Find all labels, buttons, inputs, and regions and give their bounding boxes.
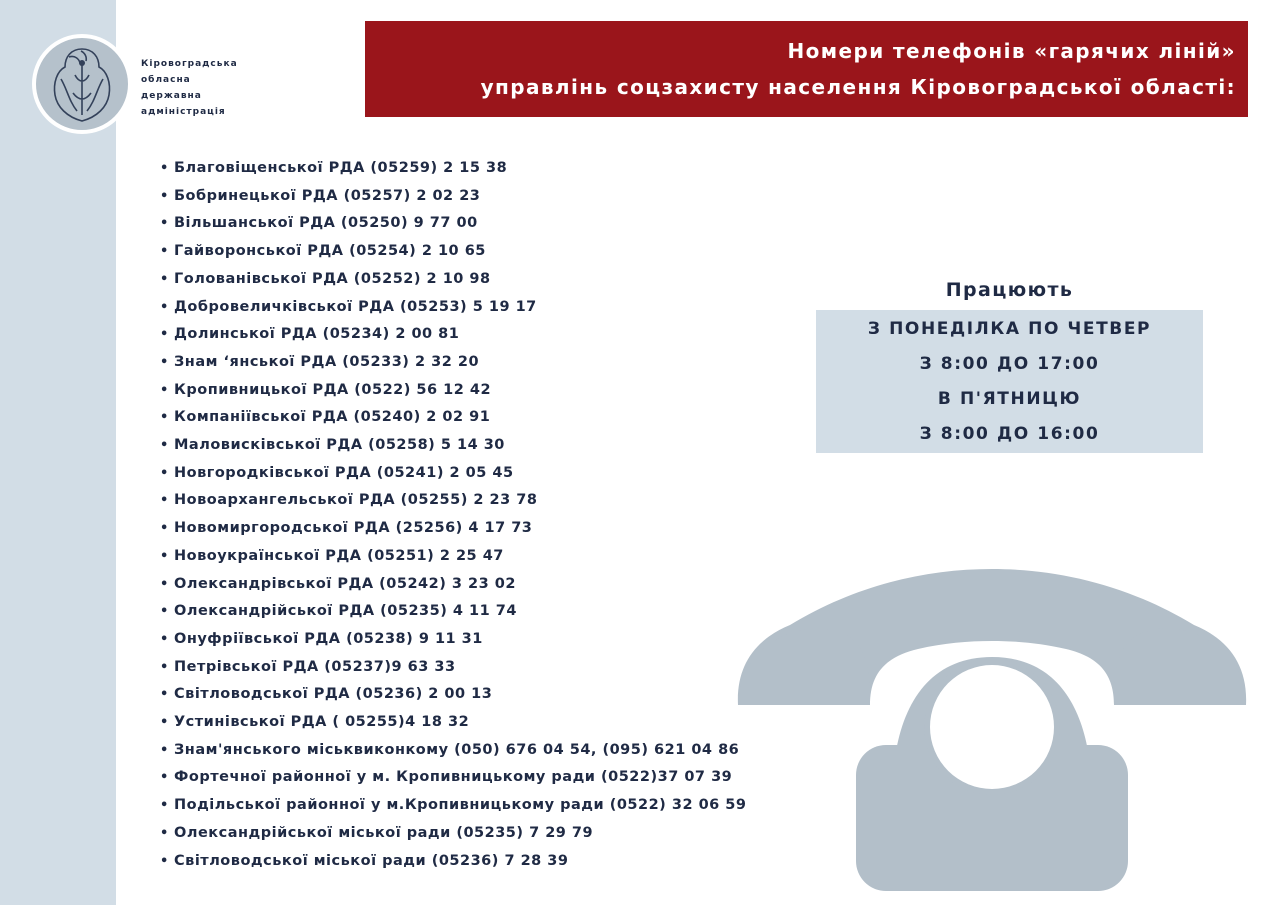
- hotline-item: [160, 681, 746, 709]
- bullet-icon: •: [160, 465, 169, 481]
- hotline-text: Світловодської міської ради (05236) 7 28 39: [174, 852, 569, 869]
- hotline-text: Подільської районної у м.Кропивницькому ради (0522) 32 06 59: [174, 797, 747, 814]
- bullet-icon: •: [160, 631, 169, 647]
- bullet-icon: •: [160, 521, 169, 537]
- hours-line: В П'ЯТНИЦЮ: [937, 389, 1082, 409]
- hotline-text: Новоархангельської РДА (05255) 2 23 78: [174, 492, 538, 509]
- bullet-icon: •: [160, 576, 169, 592]
- hotline-text: Благовіщенської РДА (05259) 2 15 38: [174, 160, 508, 176]
- hotline-text: Долинської РДА (05234) 2 00 81: [174, 326, 460, 343]
- hotline-item: [160, 709, 746, 737]
- hotline-text: Компаніївської РДА (05240) 2 02 91: [174, 409, 491, 426]
- hotline-item: [160, 321, 746, 349]
- bullet-icon: •: [160, 715, 169, 731]
- bullet-icon: •: [160, 161, 169, 176]
- hotline-item: [160, 404, 746, 432]
- hotline-item: [160, 654, 746, 682]
- hotline-text: Олександрівської РДА (05242) 3 23 02: [174, 575, 516, 592]
- hotline-text: Знам ‘янської РДА (05233) 2 32 20: [174, 353, 480, 370]
- hotline-item: [160, 349, 746, 377]
- hotline-text: Вільшанської РДА (05250) 9 77 00: [174, 215, 478, 232]
- hotline-item: [160, 266, 746, 294]
- hotline-text: Маловисківської РДА (05258) 5 14 30: [174, 437, 505, 454]
- bullet-icon: •: [160, 216, 169, 232]
- bullet-icon: •: [160, 687, 169, 703]
- hotline-text: Новоукраїнської РДА (05251) 2 25 47: [174, 547, 504, 564]
- bullet-icon: •: [160, 188, 169, 204]
- hotline-item: [160, 155, 746, 183]
- hotline-item: [160, 432, 746, 460]
- header-banner: [365, 21, 1248, 117]
- hotline-text: Світловодської РДА (05236) 2 00 13: [174, 686, 493, 703]
- bullet-icon: •: [160, 770, 169, 786]
- hotline-text: Кропивницької РДА (0522) 56 12 42: [174, 381, 492, 398]
- org-name-line: державна: [141, 91, 202, 101]
- bullet-icon: •: [160, 382, 169, 398]
- hotline-item: [160, 626, 746, 654]
- hotline-item: [160, 515, 746, 543]
- hotline-item: [160, 210, 746, 238]
- hotline-text: Фортечної районної у м. Кропивницькому ради (0522)37 07 39: [174, 769, 733, 786]
- hotline-item: [160, 737, 746, 765]
- side-strip: [0, 0, 116, 905]
- bullet-icon: •: [160, 410, 169, 426]
- bullet-icon: •: [160, 798, 169, 814]
- hotline-item: [160, 598, 746, 626]
- hotline-item: [160, 848, 746, 876]
- bullet-icon: •: [160, 604, 169, 620]
- hours-line: З ПОНЕДІЛКА ПО ЧЕТВЕР: [867, 319, 1152, 339]
- hotline-text: Олександрійської міської ради (05235) 7 29 79: [174, 824, 594, 841]
- hotline-text: Добровеличківської РДА (05253) 5 19 17: [174, 298, 537, 315]
- org-name-line: обласна: [141, 75, 191, 85]
- hotline-list: [160, 155, 746, 875]
- bullet-icon: •: [160, 244, 169, 260]
- hotline-item: [160, 238, 746, 266]
- bullet-icon: •: [160, 299, 169, 315]
- hotline-text: Новгородківської РДА (05241) 2 05 45: [174, 464, 514, 481]
- hotline-text: Знам'янського міськвиконкому (050) 676 04 54, (095) 621 04 86: [174, 741, 740, 758]
- hotline-item: [160, 820, 746, 848]
- bullet-icon: •: [160, 271, 169, 287]
- bullet-icon: •: [160, 659, 169, 675]
- bullet-icon: •: [160, 327, 169, 343]
- header-title-line2: управлінь соцзахисту населення Кіровоградської області:: [480, 75, 1236, 99]
- hotline-item: [160, 764, 746, 792]
- hotline-text: Гайворонської РДА (05254) 2 10 65: [174, 243, 486, 260]
- hours-line: З 8:00 ДО 17:00: [919, 354, 1100, 374]
- rotary-telephone-icon: [736, 545, 1248, 891]
- coat-of-arms-icon: [32, 34, 132, 134]
- hours-title: Працюють: [945, 279, 1074, 301]
- bullet-icon: •: [160, 825, 169, 841]
- bullet-icon: •: [160, 493, 169, 509]
- hours-box: [816, 310, 1203, 453]
- hotline-item: [160, 571, 746, 599]
- hotline-text: Олександрійської РДА (05235) 4 11 74: [174, 603, 517, 620]
- hotline-text: Бобринецької РДА (05257) 2 02 23: [174, 187, 481, 204]
- hotline-item: [160, 792, 746, 820]
- hotline-text: Устинівської РДА ( 05255)4 18 32: [174, 714, 470, 731]
- hotline-item: [160, 460, 746, 488]
- hotline-item: [160, 183, 746, 211]
- hotline-text: Голованівської РДА (05252) 2 10 98: [174, 270, 491, 287]
- hotline-text: Петрівської РДА (05237)9 63 33: [174, 658, 456, 675]
- hotline-item: [160, 487, 746, 515]
- hotline-item: [160, 543, 746, 571]
- hotline-text: Онуфріївської РДА (05238) 9 11 31: [174, 630, 483, 647]
- bullet-icon: •: [160, 354, 169, 370]
- hotline-item: [160, 294, 746, 322]
- bullet-icon: •: [160, 742, 169, 758]
- bullet-icon: •: [160, 853, 169, 869]
- org-name-line: Кіровоградська: [141, 59, 238, 69]
- hotline-text: Новомиргородської РДА (25256) 4 17 73: [174, 520, 533, 537]
- org-name: [141, 56, 271, 120]
- header-title-line1: Номери телефонів «гарячих ліній»: [787, 39, 1236, 63]
- hours-line: З 8:00 ДО 16:00: [919, 424, 1100, 444]
- bullet-icon: •: [160, 548, 169, 564]
- org-name-line: адміністрація: [141, 107, 226, 117]
- bullet-icon: •: [160, 438, 169, 454]
- hotline-item: [160, 377, 746, 405]
